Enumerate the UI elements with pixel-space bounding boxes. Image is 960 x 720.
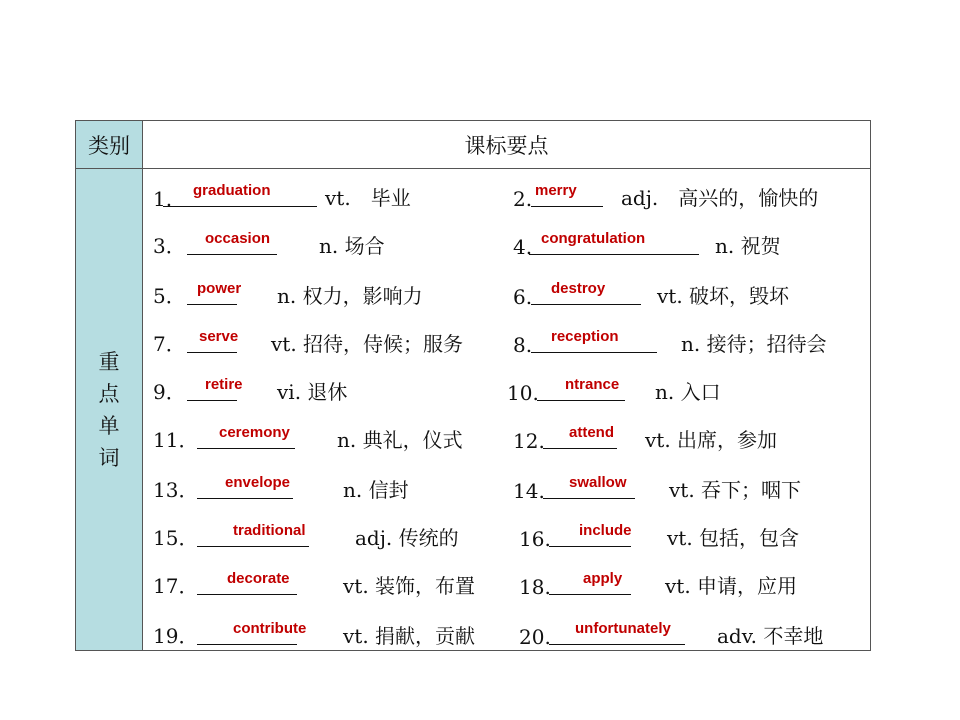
answer-blank-line: [197, 498, 293, 499]
definition: vt. 出席，参加: [645, 428, 778, 452]
definition: adv. 不幸地: [717, 624, 824, 648]
answer-blank-line: [531, 304, 641, 305]
item-number: 17．: [153, 574, 199, 598]
answer-blank-line: [197, 546, 309, 547]
answer-word: contribute: [233, 620, 307, 637]
answer-word: swallow: [569, 474, 627, 491]
definition: adj. 高兴的，愉快的: [621, 186, 819, 210]
definition: n. 入口: [655, 380, 721, 404]
definition: adj. 传统的: [355, 526, 459, 550]
vocab-table: [75, 120, 871, 651]
item-number: 1.: [153, 187, 173, 211]
vocab-item: [519, 571, 879, 601]
item-number: 2.: [513, 187, 533, 211]
answer-word: apply: [583, 570, 623, 587]
side-category-cell: [76, 169, 143, 650]
vocab-item: [153, 475, 513, 505]
definition: vi. 退休: [277, 380, 348, 404]
definition: vt. 捐献，贡献: [343, 624, 476, 648]
vocab-item: [153, 425, 513, 455]
vocab-item: [153, 621, 513, 651]
item-number: 15．: [153, 526, 199, 550]
answer-word: merry: [535, 182, 577, 199]
answer-blank-line: [543, 498, 635, 499]
vocab-item: [507, 377, 867, 407]
item-number: 7．: [153, 332, 186, 356]
answer-word: power: [197, 280, 242, 297]
answer-blank-line: [549, 546, 631, 547]
answer-blank-line: [187, 254, 277, 255]
vocab-item: [153, 183, 513, 213]
header-main: [143, 121, 870, 169]
definition: n. 祝贺: [715, 234, 781, 258]
vocab-item: [153, 281, 513, 311]
definition: vt. 包括，包含: [667, 526, 800, 550]
answer-word: occasion: [205, 230, 271, 247]
item-number: 16.: [519, 527, 551, 551]
definition: vt. 毕业: [325, 186, 411, 210]
vocab-item: [513, 281, 873, 311]
answer-blank-line: [531, 206, 603, 207]
answer-blank-line: [163, 206, 317, 207]
definition: n. 典礼，仪式: [337, 428, 463, 452]
answer-blank-line: [543, 448, 617, 449]
answer-word: decorate: [227, 570, 290, 587]
vocab-item: [513, 475, 873, 505]
answer-blank-line: [537, 400, 625, 401]
answer-word: include: [579, 522, 632, 539]
answer-word: congratulation: [541, 230, 646, 247]
vocab-item: [513, 425, 873, 455]
answer-blank-line: [549, 594, 631, 595]
definition: n. 权力，影响力: [277, 284, 423, 308]
vocab-item: [153, 329, 513, 359]
answer-blank-line: [187, 400, 237, 401]
item-number: 9．: [153, 380, 186, 404]
vocab-item: [513, 231, 873, 261]
item-number: 10.: [507, 381, 539, 405]
answer-blank-line: [197, 448, 295, 449]
item-number: 3．: [153, 234, 186, 258]
item-number: 18.: [519, 575, 551, 599]
item-number: 5．: [153, 284, 186, 308]
answer-word: serve: [199, 328, 239, 345]
answer-word: unfortunately: [575, 620, 671, 637]
definition: vt. 申请，应用: [665, 574, 798, 598]
answer-word: ntrance: [565, 376, 620, 393]
header-category-label: 类别: [88, 133, 130, 158]
item-number: 12.: [513, 429, 545, 453]
vocab-item: [153, 231, 513, 261]
vocab-item: [153, 523, 513, 553]
item-number: 20.: [519, 625, 551, 649]
answer-blank-line: [197, 644, 297, 645]
answer-word: attend: [569, 424, 614, 441]
answer-blank-line: [187, 352, 237, 353]
answer-word: retire: [205, 376, 243, 393]
definition: vt. 吞下；咽下: [669, 478, 802, 502]
vocab-item: [519, 621, 879, 651]
answer-blank-line: [549, 644, 685, 645]
item-number: 14.: [513, 479, 545, 503]
answer-word: reception: [551, 328, 619, 345]
vocab-item: [519, 523, 879, 553]
answer-word: envelope: [225, 474, 291, 491]
item-number: 6.: [513, 285, 533, 309]
answer-word: destroy: [551, 280, 606, 297]
answer-blank-line: [187, 304, 237, 305]
definition: vt. 招待，侍候；服务: [271, 332, 464, 356]
definition: n. 场合: [319, 234, 385, 258]
item-number: 19．: [153, 624, 199, 648]
definition: vt. 装饰，布置: [343, 574, 476, 598]
header-category: [76, 121, 143, 169]
vocab-item: [513, 183, 873, 213]
item-number: 11．: [153, 428, 199, 452]
item-number: 8.: [513, 333, 533, 357]
vocab-item: [513, 329, 873, 359]
vocab-item: [153, 377, 513, 407]
answer-blank-line: [529, 254, 699, 255]
answer-blank-line: [197, 594, 297, 595]
item-number: 4.: [513, 235, 533, 259]
answer-word: graduation: [193, 182, 271, 199]
definition: n. 接待；招待会: [681, 332, 827, 356]
definition: n. 信封: [343, 478, 409, 502]
answer-blank-line: [531, 352, 657, 353]
header-main-label: 课标要点: [464, 133, 549, 158]
definition: vt. 破坏，毁坏: [657, 284, 790, 308]
vocab-item: [153, 571, 513, 601]
item-number: 13．: [153, 478, 199, 502]
side-category-label: 重点单词: [98, 349, 120, 470]
answer-word: ceremony: [219, 424, 290, 441]
answer-word: traditional: [233, 522, 306, 539]
